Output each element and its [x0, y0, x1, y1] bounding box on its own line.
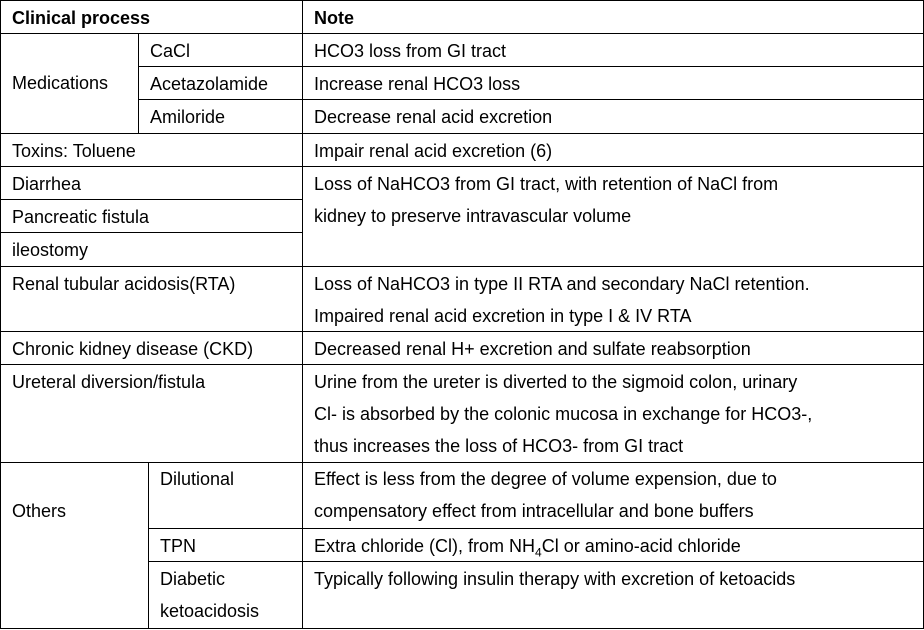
row-divider — [0, 199, 302, 200]
tpn-note: Extra chloride (Cl), from $NH_4Cl$ or amino-acid chloride — [314, 536, 741, 560]
row-divider — [138, 99, 924, 100]
row-divider — [148, 561, 924, 562]
table-border-top — [0, 0, 924, 1]
others-dilutional: Dilutional — [160, 469, 235, 489]
gi-loss-note-line-2: kidney to preserve intravascular volume — [314, 206, 632, 226]
table-border-left — [0, 0, 1, 629]
row-divider — [0, 133, 924, 134]
cause-ckd: Chronic kidney disease (CKD) — [12, 339, 254, 359]
header-note: Note — [314, 8, 354, 28]
cause-ureteral-diversion: Ureteral diversion/fistula — [12, 372, 206, 392]
row-divider — [0, 266, 924, 267]
table-border-bottom — [0, 628, 924, 629]
ureteral-note-line-3: thus increases the loss of HCO3- from GI tract — [314, 436, 684, 456]
toxins-toluene: Toxins: Toluene — [12, 141, 136, 161]
ckd-note: Decreased renal H+ excretion and sulfate reabsorption — [314, 339, 751, 359]
medication-acetazolamide-note: Increase renal HCO3 loss — [314, 74, 521, 94]
cause-ileostomy: ileostomy — [12, 240, 89, 260]
header-clinical-process: Clinical process — [12, 8, 151, 28]
medications-label: Medications — [12, 73, 109, 93]
rta-note-line-2: Impaired renal acid excretion in type I & IV RTA — [314, 306, 692, 326]
medication-cacl-note: HCO3 loss from GI tract — [314, 41, 507, 61]
row-divider — [0, 232, 302, 233]
row-divider — [0, 364, 924, 365]
column-divider — [148, 462, 149, 629]
cause-rta: Renal tubular acidosis(RTA) — [12, 274, 236, 294]
column-divider — [302, 0, 303, 629]
medication-cacl: CaCl — [150, 41, 191, 61]
row-divider — [148, 528, 924, 529]
row-divider — [138, 66, 924, 67]
medication-amiloride: Amiloride — [150, 107, 226, 127]
column-divider — [138, 33, 139, 133]
medication-acetazolamide: Acetazolamide — [150, 74, 269, 94]
row-divider — [0, 331, 924, 332]
row-divider — [0, 462, 924, 463]
others-tpn: TPN — [160, 536, 196, 556]
dilutional-note-line-1: Effect is less from the degree of volume expension, due to — [314, 469, 777, 489]
gi-loss-note-line-1: Loss of NaHCO3 from GI tract, with retention of NaCl from — [314, 174, 779, 194]
row-divider — [0, 166, 924, 167]
ureteral-note-line-2: Cl- is absorbed by the colonic mucosa in exchange for HCO3-, — [314, 404, 813, 424]
dka-note: Typically following insulin therapy with excretion of ketoacids — [314, 569, 796, 589]
others-dka-line-2: ketoacidosis — [160, 601, 260, 621]
rta-note-line-1: Loss of NaHCO3 in type II RTA and secondary NaCl retention. — [314, 274, 810, 294]
others-dka-line-1: Diabetic — [160, 569, 226, 589]
cause-pancreatic-fistula: Pancreatic fistula — [12, 207, 150, 227]
dilutional-note-line-2: compensatory effect from intracellular and bone buffers — [314, 501, 754, 521]
cause-diarrhea: Diarrhea — [12, 174, 82, 194]
toxins-toluene-note: Impair renal acid excretion (6) — [314, 141, 553, 161]
ureteral-note-line-1: Urine from the ureter is diverted to the sigmoid colon, urinary — [314, 372, 798, 392]
others-label: Others — [12, 501, 67, 521]
medication-amiloride-note: Decrease renal acid excretion — [314, 107, 553, 127]
